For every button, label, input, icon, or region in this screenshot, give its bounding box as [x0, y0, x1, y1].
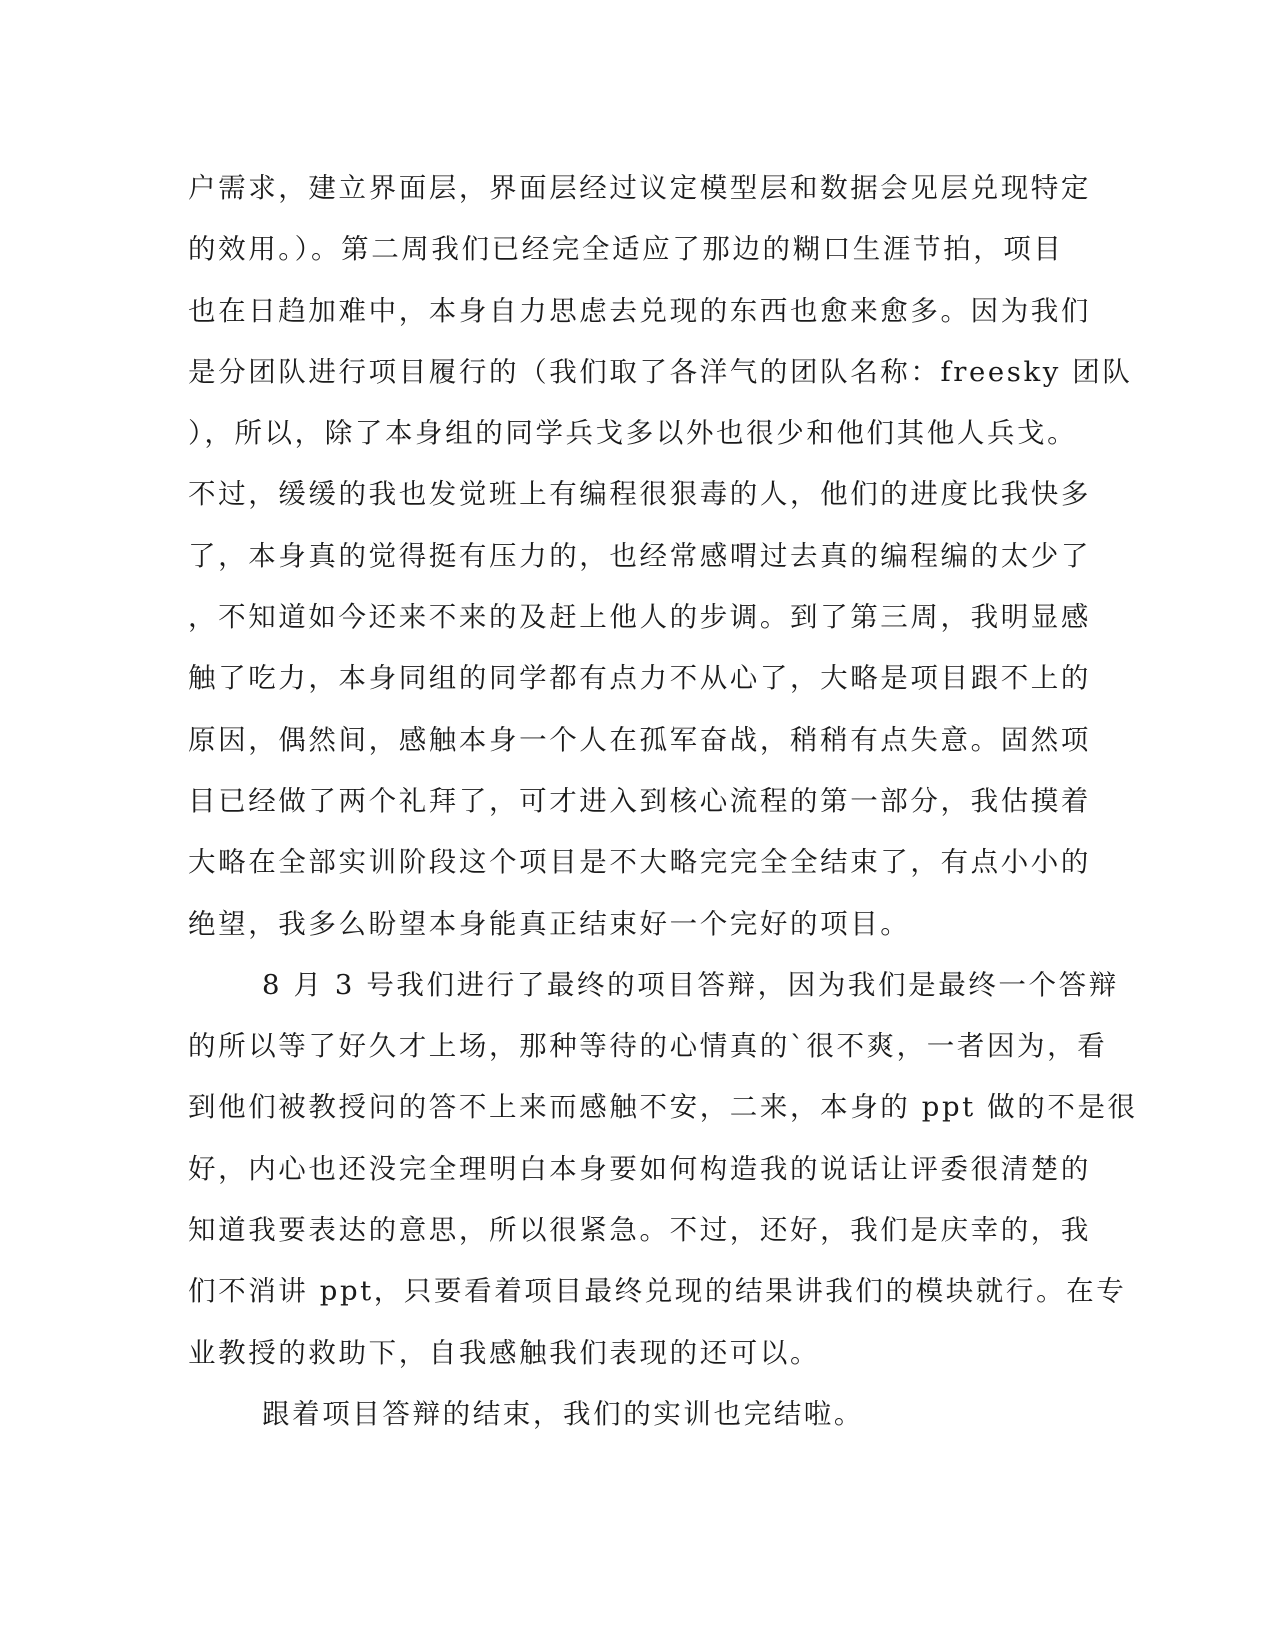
- text-line: 业教授的救助下，自我感触我们表现的还可以。: [188, 1336, 821, 1369]
- text-line: 跟着项目答辩的结束，我们的实训也完结啦。: [262, 1397, 864, 1430]
- text-line: 知道我要表达的意思，所以很紧急。不过，还好，我们是庆幸的，我: [188, 1214, 1091, 1247]
- text-line: 绝望，我多么盼望本身能真正结束好一个完好的项目。: [188, 907, 911, 940]
- text-line: 也在日趋加难中，本身自力思虑去兑现的东西也愈来愈多。因为我们: [188, 294, 1091, 327]
- text-line: 的效用。）。第二周我们已经完全适应了那边的糊口生涯节拍，项目: [188, 233, 1064, 266]
- paragraph-1: [188, 158, 1133, 955]
- text-line: 好，内心也还没完全理明白本身要如何构造我的说话让评委很清楚的: [188, 1152, 1091, 1185]
- text-line: 目已经做了两个礼拜了，可才进入到核心流程的第一部分，我估摸着: [188, 784, 1091, 817]
- text-line: 大略在全部实训阶段这个项目是不大略完完全全结束了，有点小小的: [188, 846, 1091, 879]
- text-line: 8 月 3 号我们进行了最终的项目答辩，因为我们是最终一个答辩: [262, 968, 1119, 1001]
- text-line: 原因，偶然间，感触本身一个人在孤军奋战，稍稍有点失意。固然项: [188, 723, 1091, 756]
- text-line: 的所以等了好久才上场，那种等待的心情真的`很不爽，一者因为，看: [188, 1030, 1108, 1063]
- text-line: 不过，缓缓的我也发觉班上有编程很狠毒的人，他们的进度比我快多: [188, 478, 1091, 511]
- text-line: 触了吃力，本身同组的同学都有点力不从心了，大略是项目跟不上的: [188, 662, 1091, 695]
- text-line: 户需求，建立界面层，界面层经过议定模型层和数据会见层兑现特定: [188, 172, 1091, 204]
- text-line: 是分团队进行项目履行的（我们取了各洋气的团队名称：freesky 团队: [188, 355, 1133, 388]
- text-line: ），所以，除了本身组的同学兵戈多以外也很少和他们其他人兵戈。: [188, 417, 1078, 450]
- text-line: 到他们被教授问的答不上来而感触不安，二来，本身的 ppt 做的不是很: [188, 1091, 1138, 1124]
- paragraph-3: [188, 1384, 1088, 1445]
- text-line: 了，本身真的觉得挺有压力的，也经常感喟过去真的编程编的太少了: [188, 539, 1091, 572]
- paragraph-2: [188, 955, 1138, 1384]
- body-text: [188, 158, 1138, 1445]
- text-line: 们不消讲 ppt，只要看着项目最终兑现的结果讲我们的模块就行。在专: [188, 1275, 1127, 1308]
- text-line: ，不知道如今还来不来的及赶上他人的步调。到了第三周，我明显感: [188, 601, 1091, 634]
